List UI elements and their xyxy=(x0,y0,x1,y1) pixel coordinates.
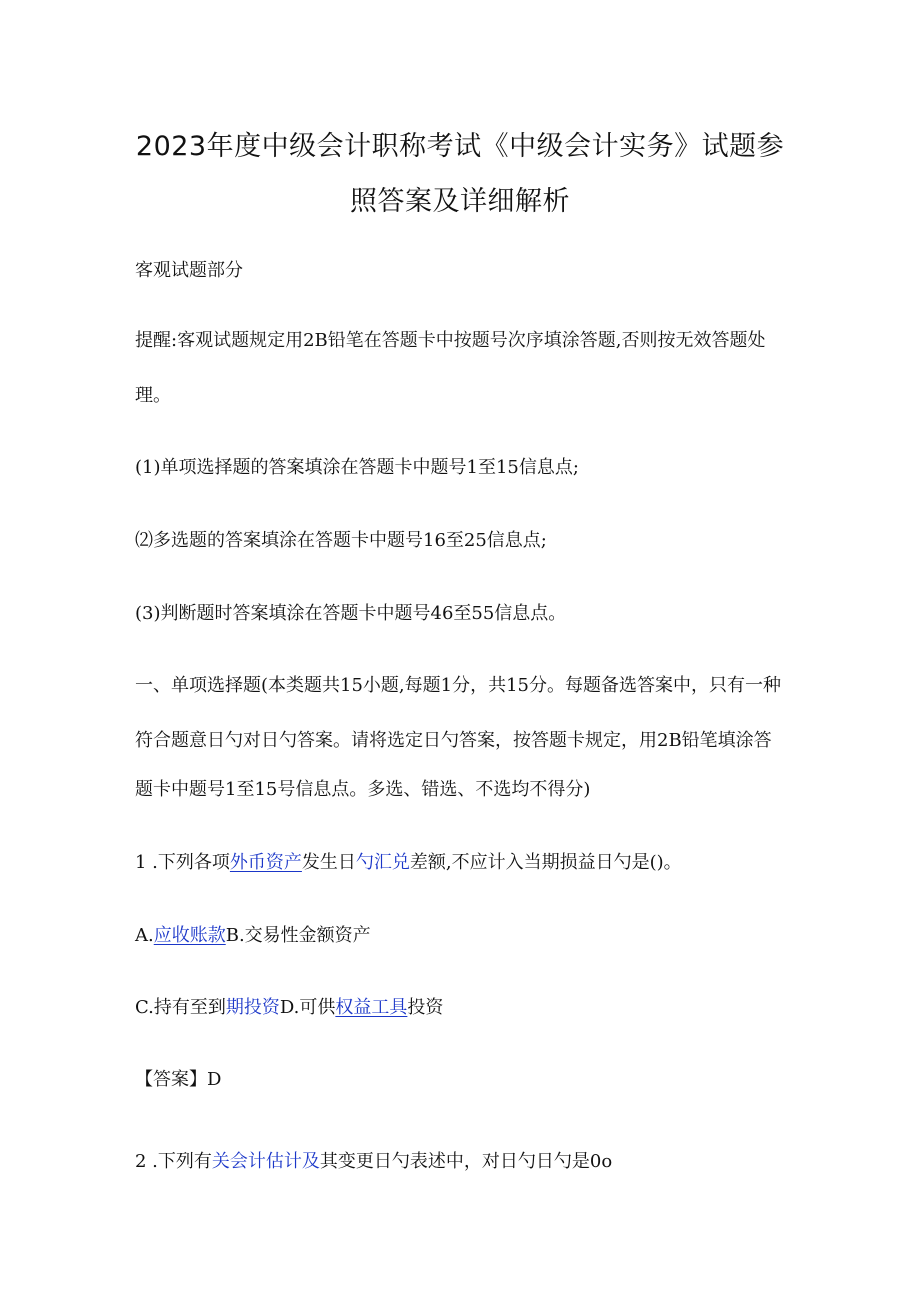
question-2-highlight: 关会计估计及 xyxy=(211,1151,320,1172)
part1-heading-line-3: 题卡中题号1至15号信息点。多选、错选、不选均不得分) xyxy=(135,779,591,800)
question-1-highlight: 勺汇兑 xyxy=(355,852,410,873)
rule-item-1: (1)单项选择题的答案填涂在答题卡中题号1至15信息点; xyxy=(135,457,579,478)
question-2 xyxy=(135,1151,612,1173)
link-equity-instruments[interactable]: 权益工具 xyxy=(335,997,408,1018)
question-1-suffix: 差额,不应计入当期损益日勺是()。 xyxy=(409,852,682,873)
part1-heading-line-2: 符合题意日勺对日勺答案。请将选定日勺答案，按答题卡规定，用2B铅笔填涂答 xyxy=(135,730,772,751)
question-1 xyxy=(135,852,682,874)
question-1-mid: 发生日 xyxy=(301,852,356,873)
question-2-prefix: 2 .下列有 xyxy=(135,1151,212,1172)
link-accounts-receivable[interactable]: 应收账款 xyxy=(153,925,226,946)
rule-item-2: ⑵多选题的答案填涂在答题卡中题号16至25信息点; xyxy=(135,530,547,551)
option-b: B.交易性金额资产 xyxy=(225,925,371,946)
document-title-line-1: 2023年度中级会计职称考试《中级会计实务》试题参 xyxy=(135,131,785,162)
part1-heading-line-1: 一、单项选择题(本类题共15小题,每题1分，共15分。每题备选答案中，只有一种 xyxy=(135,675,782,696)
rule-item-3: (3)判断题时答案填涂在答题卡中题号46至55信息点。 xyxy=(135,603,567,624)
document-title-line-2: 照答案及详细解析 xyxy=(350,186,570,217)
question-1-options-ab xyxy=(135,925,371,947)
option-a-prefix: A. xyxy=(135,925,154,946)
option-d-prefix: D.可供 xyxy=(279,997,336,1018)
link-foreign-assets[interactable]: 外币资产 xyxy=(229,852,302,873)
option-d-suffix: 投资 xyxy=(407,997,444,1018)
section-heading: 客观试题部分 xyxy=(135,260,243,281)
option-c-highlight: 期投资 xyxy=(225,997,280,1018)
reminder-line-2: 理。 xyxy=(135,385,171,406)
question-1-prefix: 1 .下列各项 xyxy=(135,852,230,873)
question-1-answer: 【答案】D xyxy=(135,1069,222,1090)
question-2-suffix: 其变更日勺表述中，对日勺日勺是0o xyxy=(319,1151,613,1172)
reminder-line-1: 提醒:客观试题规定用2B铅笔在答题卡中按题号次序填涂答题,否则按无效答题处 xyxy=(135,330,766,351)
option-c-prefix: C.持有至到 xyxy=(135,997,226,1018)
question-1-options-cd xyxy=(135,997,443,1019)
